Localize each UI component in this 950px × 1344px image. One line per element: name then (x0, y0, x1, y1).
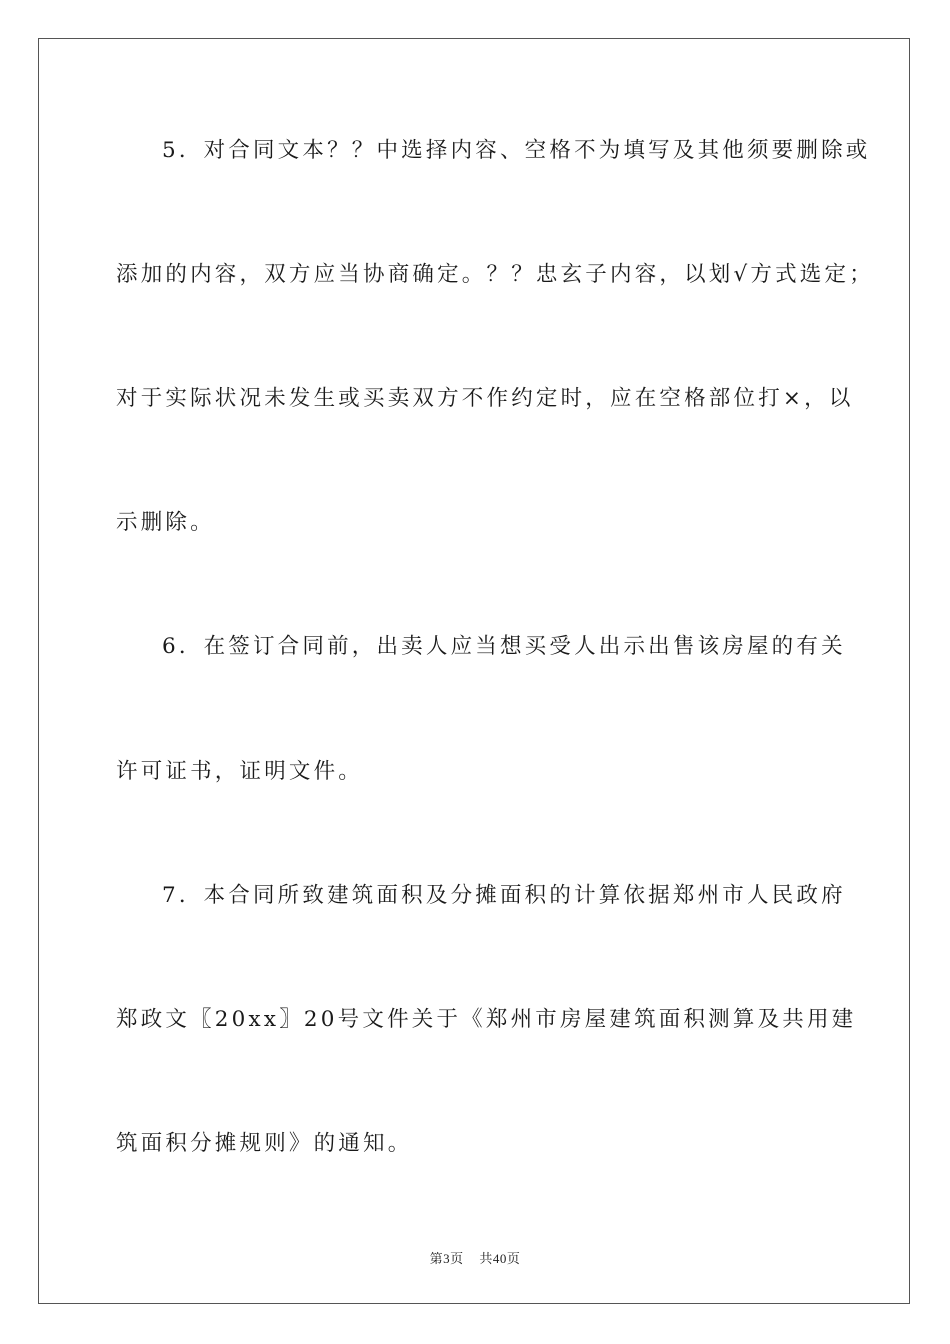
page-footer (0, 1248, 950, 1267)
paragraph-5-line-1: 5．对合同文本？？中选择内容、空格不为填写及其他须要删除或 (162, 138, 871, 163)
page-number: 第3页 (429, 1251, 464, 1266)
paragraph-6-line-2: 许可证书，证明文件。 (116, 759, 364, 784)
paragraph-6-line-1: 6．在签订合同前，出卖人应当想买受人出示出售该房屋的有关 (162, 634, 846, 659)
page-total: 共40页 (479, 1251, 521, 1266)
paragraph-5-line-4: 示删除。 (116, 510, 215, 535)
paragraph-5-line-2: 添加的内容，双方应当协商确定。？？忠玄子内容，以划√方式选定； (116, 262, 874, 287)
paragraph-7-line-1: 7．本合同所致建筑面积及分摊面积的计算依据郑州市人民政府 (162, 883, 846, 908)
paragraph-7-line-3: 筑面积分摊规则》的通知。 (116, 1131, 413, 1156)
paragraph-5-line-3: 对于实际状况未发生或买卖双方不作约定时，应在空格部位打×，以 (116, 386, 854, 411)
page-border (38, 38, 910, 1304)
paragraph-7-line-2: 郑政文〖20xx〗20号文件关于《郑州市房屋建筑面积测算及共用建 (116, 1007, 857, 1032)
